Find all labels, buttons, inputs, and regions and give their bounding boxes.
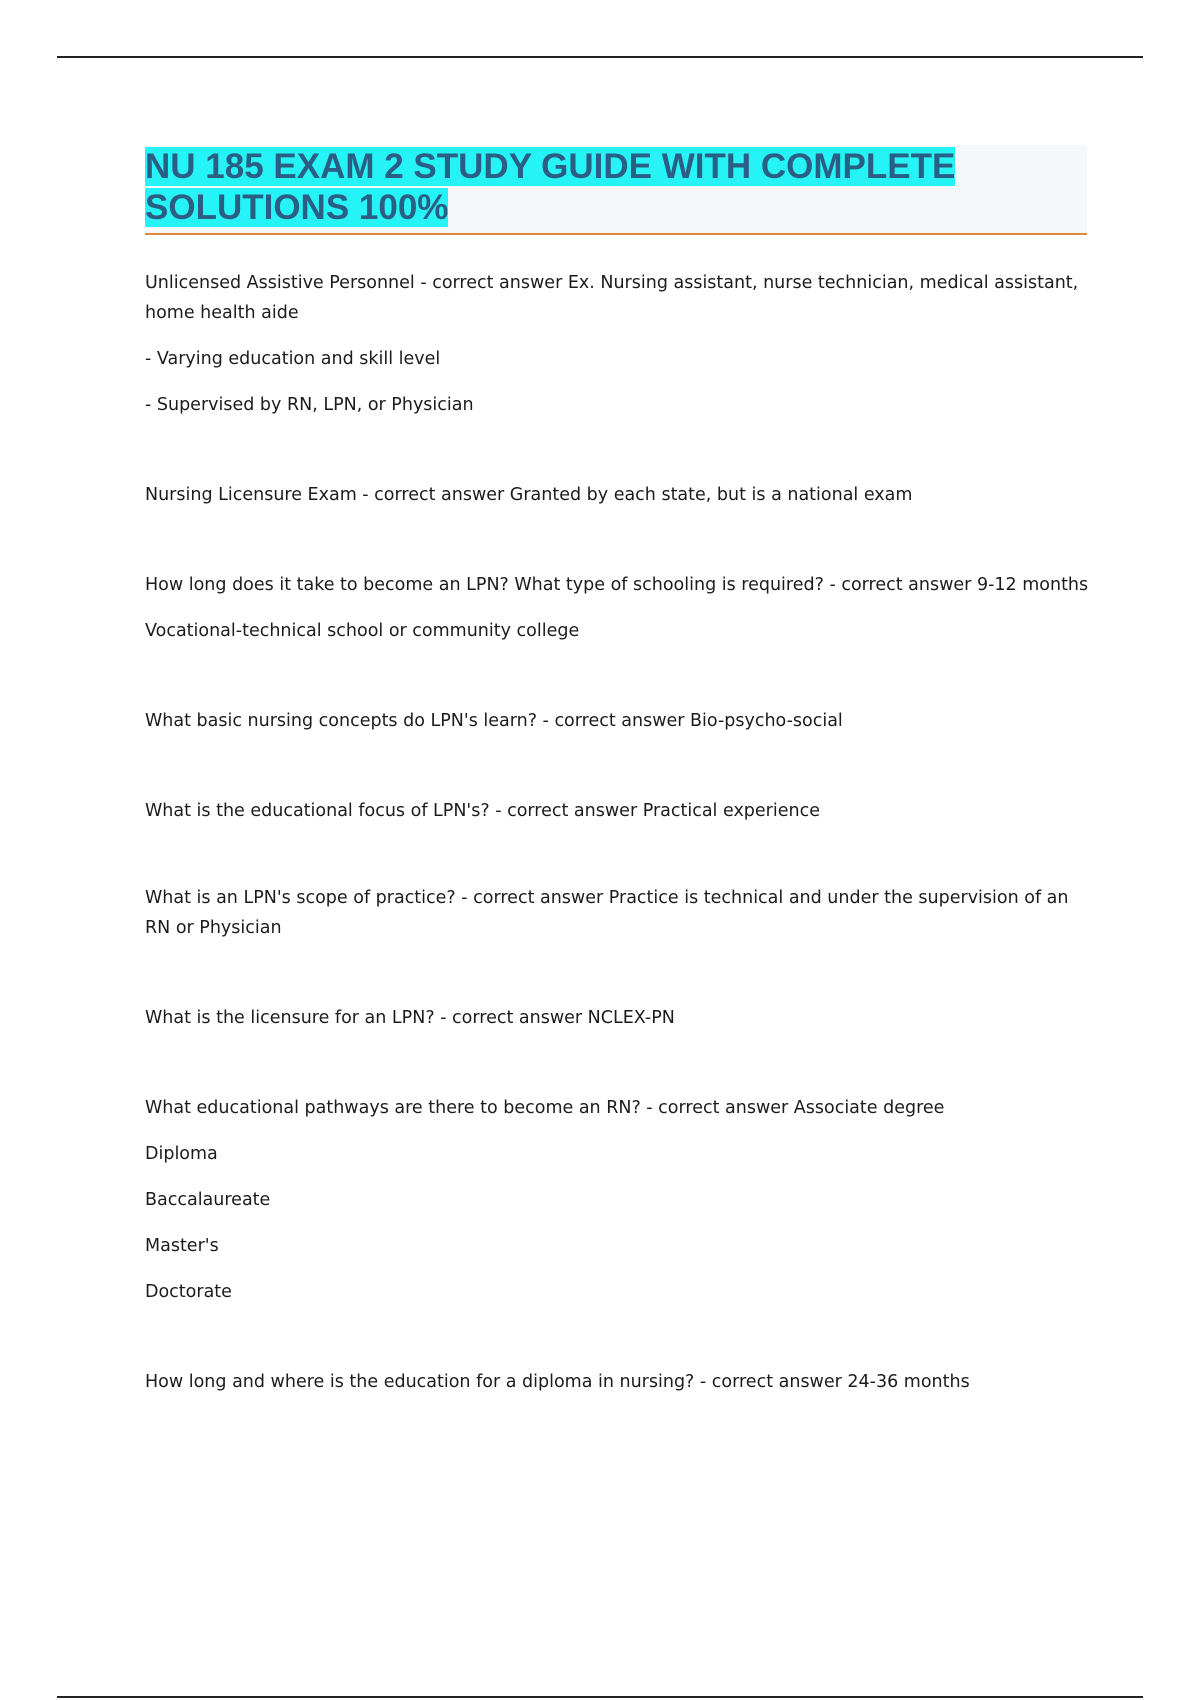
qa-entry: What is the educational focus of LPN's? - correct answer Practical experience: [145, 801, 820, 821]
header-rule: [57, 56, 1143, 58]
qa-entry: What is the licensure for an LPN? - correct answer NCLEX-PN: [145, 1008, 675, 1028]
qa-entry: What is an LPN's scope of practice? - correct answer Practice is technical and under the supervision of an RN or Physician: [145, 888, 1069, 938]
qa-detail: - Varying education and skill level: [145, 349, 441, 369]
qa-entry: Nursing Licensure Exam - correct answer Granted by each state, but is a national exam: [145, 485, 913, 505]
qa-detail: - Supervised by RN, LPN, or Physician: [145, 395, 474, 415]
qa-entry: What basic nursing concepts do LPN's learn? - correct answer Bio-psycho-social: [145, 711, 843, 731]
qa-detail: Baccalaureate: [145, 1190, 271, 1210]
qa-detail: Master's: [145, 1236, 219, 1256]
qa-detail: Diploma: [145, 1144, 218, 1164]
qa-entry: What educational pathways are there to become an RN? - correct answer Associate degree: [145, 1098, 945, 1118]
qa-entry: Unlicensed Assistive Personnel - correct answer Ex. Nursing assistant, nurse technician, medical assistant, home health aide: [145, 273, 1079, 323]
qa-entry: How long and where is the education for a diploma in nursing? - correct answer 24-36 months: [145, 1372, 970, 1392]
page-title: NU 185 EXAM 2 STUDY GUIDE WITH COMPLETE SOLUTIONS 100%: [145, 147, 956, 227]
qa-detail: Vocational-technical school or community college: [145, 621, 580, 641]
title-block: [145, 145, 1087, 235]
study-guide-content: [145, 268, 1090, 1397]
qa-detail: Doctorate: [145, 1282, 232, 1302]
qa-entry: How long does it take to become an LPN? What type of schooling is required? - correct answer 9-12 months: [145, 575, 1089, 595]
footer-rule: [57, 1696, 1143, 1698]
